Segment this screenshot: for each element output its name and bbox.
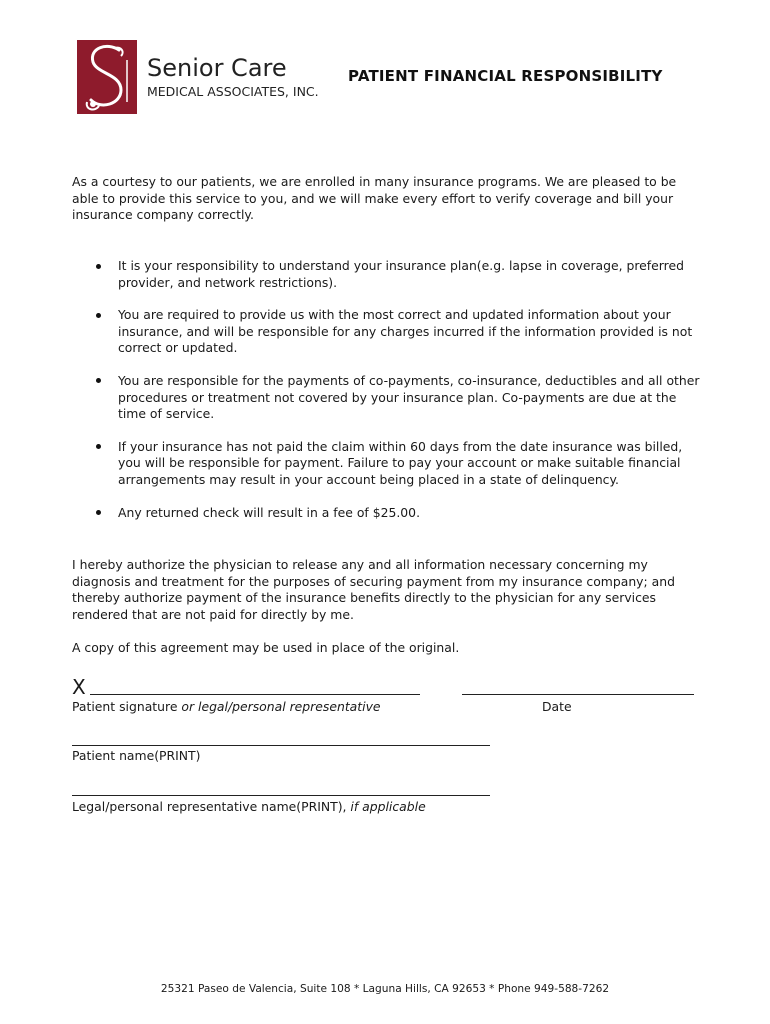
- list-item: [72, 307, 702, 357]
- bullet-icon: [96, 378, 101, 383]
- list-item: [72, 373, 702, 423]
- logo-company-name: Senior Care: [147, 54, 287, 82]
- logo-company-subtitle: MEDICAL ASSOCIATES, INC.: [147, 84, 319, 99]
- document-title: PATIENT FINANCIAL RESPONSIBILITY: [348, 67, 663, 85]
- patient-name-label: Patient name(PRINT): [72, 748, 201, 763]
- list-item-text: Any returned check will result in a fee of $25.00.: [118, 504, 421, 520]
- representative-label-italic: if applicable: [350, 799, 426, 814]
- intro-paragraph: As a courtesy to our patients, we are enrolled in many insurance programs. We are pleased to be able to provide this service to you, and we will make every effort to verify coverage and bill your insurance company correctly.: [72, 174, 677, 223]
- responsibility-list: [72, 258, 702, 537]
- authorization-paragraph: I hereby authorize the physician to release any and all information necessary concerning my diagnosis and treatment for the purposes of securing payment from my insurance company; and thereby authorize payment of the insurance benefits directly to the physician for any services rendered that are not paid for directly by me.: [72, 557, 675, 622]
- copy-note: A copy of this agreement may be used in place of the original.: [72, 640, 460, 655]
- signature-label: [72, 699, 381, 715]
- representative-name-line[interactable]: [72, 795, 490, 796]
- list-item-text: You are responsible for the payments of co-payments, co-insurance, deductibles and all other procedures or treatment not covered by your insurance plan. Co-payments are due at the time of service.: [118, 372, 700, 422]
- list-item-text: It is your responsibility to understand your insurance plan(e.g. lapse in coverage, preferred provider, and network restrictions).: [118, 258, 684, 290]
- bullet-icon: [96, 444, 101, 449]
- date-line[interactable]: [462, 694, 694, 695]
- list-item-text: You are required to provide us with the most correct and updated information about your insurance, and will be responsible for any charges incurred if the information provided is not correct or updated.: [118, 307, 693, 356]
- logo-s-mark-icon: [77, 40, 137, 114]
- representative-name-label: [72, 799, 426, 815]
- bullet-icon: [96, 510, 101, 515]
- list-item-text: If your insurance has not paid the claim within 60 days from the date insurance was billed, you will be responsible for payment. Failure to pay your account or make suitable financial arrangements may result in your account being placed in a state of delinquency.: [118, 438, 683, 487]
- bullet-icon: [96, 264, 101, 269]
- company-logo: [77, 40, 317, 116]
- bullet-icon: [96, 313, 101, 318]
- signature-label-italic: or legal/personal representative: [181, 699, 381, 714]
- representative-label-main: Legal/personal representative name(PRINT),: [72, 799, 351, 814]
- signature-line[interactable]: [90, 694, 420, 695]
- footer-address: 25321 Paseo de Valencia, Suite 108 * Laguna Hills, CA 92653 * Phone 949-588-7262: [160, 983, 610, 995]
- signature-label-main: Patient signature: [72, 699, 182, 714]
- date-label: Date: [542, 699, 572, 714]
- patient-name-line[interactable]: [72, 745, 490, 746]
- list-item: [72, 505, 702, 522]
- list-item: [72, 258, 702, 291]
- list-item: [72, 439, 702, 489]
- signature-x-mark: X: [72, 675, 86, 699]
